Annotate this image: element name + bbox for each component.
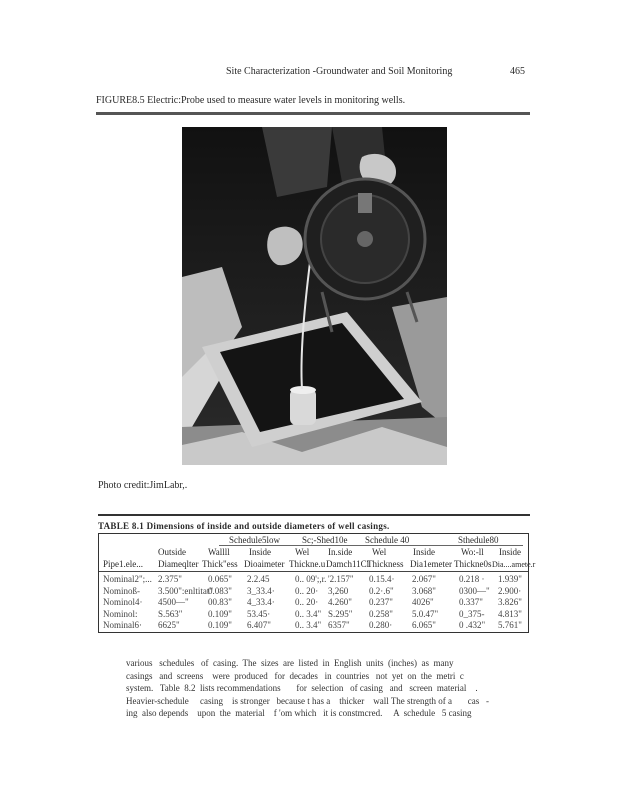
table-cell: 1.939" (498, 574, 522, 584)
group-header-schedule80: Sthedule80 (458, 535, 499, 545)
body-paragraph (126, 657, 528, 720)
col-header-wall-s10: Wel (295, 547, 310, 557)
header-body-rule (99, 571, 528, 572)
table-cell: S.563" (158, 608, 183, 619)
table-cell: 3.826" (498, 597, 522, 607)
table-cell: 3.068" (412, 585, 436, 596)
col-header-thickness-s80: Thickne0s (454, 559, 492, 569)
table-cell: 53.45· (247, 608, 271, 619)
col-header-pipe-size: Pipe1.ele... (103, 559, 143, 569)
table-cell: 4.813" (498, 608, 522, 619)
page-number: 465 (510, 66, 525, 77)
dimensions-table (98, 533, 536, 633)
col-header-thickness-s40: Thickness (367, 559, 404, 569)
col-header-outside: Outside (158, 547, 186, 557)
table-cell: 0_375- (459, 608, 485, 619)
table-cell: 4026" (412, 597, 434, 607)
group-header-schedule5: Schedule5low (229, 535, 280, 545)
table-cell: 6625" (158, 620, 180, 630)
col-header-diameter-s10: Damch11Cl (326, 559, 370, 569)
figure-photo (182, 127, 447, 465)
caption-rule (96, 112, 530, 115)
table-cell: 5.761" (498, 620, 522, 630)
table-cell: 2.375" (158, 574, 182, 584)
table-cell: 3.500":enltitat" (158, 585, 214, 596)
col-header-inside-s5: Inside (249, 547, 271, 557)
group-header-rule (219, 545, 523, 546)
table-cell: 3,260 (328, 585, 349, 596)
table-cell: 0.. 09';,r. (295, 574, 327, 584)
table-cell: 6357" (328, 620, 350, 630)
table-title: TABLE 8.1 Dimensions of inside and outside diameters of well casings. (98, 521, 390, 531)
table-cell: 0.280· (369, 620, 393, 630)
table-cell: 0.109" (208, 620, 232, 630)
table-cell: 00.83" (208, 597, 232, 607)
row-pipe-size: Nominal6· (103, 620, 142, 630)
row-pipe-size: Nominoß- (103, 585, 140, 596)
table-cell: 0.. 20· (295, 585, 319, 596)
table-cell: 0.2·.6" (369, 585, 394, 596)
group-header-schedule10: Sc;-Shed10e (302, 535, 348, 545)
row-pipe-size: Nominol4· (103, 597, 143, 607)
table-cell: 4500—" (158, 597, 189, 607)
col-header-wall-s40: Wel (372, 547, 387, 557)
row-pipe-size: Nominol: (103, 608, 138, 619)
body-line: system. Table 8.2 lists recommendations for selection of casing and screen material . (126, 683, 478, 694)
body-line: ing also depends upon the material f 'om which it is constmcred. A schedule 5 casing (126, 708, 472, 719)
col-header-diameter: Diameqlter (158, 559, 199, 569)
col-header-diameter-s5: Dioaimeter (244, 559, 285, 569)
running-title: Site Characterization -Groundwater and Soil Monitoring (226, 66, 453, 77)
table-cell: 2.900· (498, 585, 522, 596)
table-cell: 0.. 3.4" (295, 608, 322, 619)
table-cell: 3_33.4· (247, 585, 275, 596)
table-cell: 0.. 3.4" (295, 620, 322, 630)
table-cell: 0.083" (208, 585, 232, 596)
table-cell: 0.15.4· (369, 574, 395, 584)
table-cell: 4_33.4· (247, 597, 275, 607)
col-header-inside-s10: In.side (328, 547, 353, 557)
table-cell: 2.067" (412, 574, 436, 584)
body-line: Heavier-schedule casing is stronger because t has a thicker wall The strength of a cas - (126, 695, 490, 706)
table-cell: '2.157" (328, 574, 354, 584)
row-pipe-size: Nominal2";... (103, 574, 152, 584)
col-header-diameter-s40: Dia1emeter (410, 559, 452, 569)
table-cell: 0 .432" (459, 620, 486, 630)
col-header-inside-s40: Inside (413, 547, 435, 557)
table-cell: 0300—" (459, 585, 490, 596)
col-header-wall-s5: Wallll (208, 547, 230, 557)
table-cell: S.295" (328, 608, 353, 619)
table-cell: 0.. 20· (295, 597, 319, 607)
table-top-rule (98, 514, 530, 516)
table-cell: 6.065" (412, 620, 436, 630)
figure-caption: FIGURE8.5 Electric:Probe used to measure water levels in monitoring wells. (96, 95, 406, 106)
table-cell: 0.237" (369, 597, 393, 607)
col-header-thickness-s5: Thick"ess (202, 559, 238, 569)
table-cell: 4.260" (328, 597, 352, 607)
col-header-inside-s80: Inside (499, 547, 521, 557)
table-cell: 0.109" (208, 608, 232, 619)
table-cell: 0.258" (369, 608, 393, 619)
photo-credit: Photo credit:JimLabr,. (98, 480, 188, 491)
running-header (226, 66, 525, 77)
table-cell: 6.407" (247, 620, 271, 630)
body-line: various schedules of casing. The sizes are listed in English units (inches) as many (126, 658, 454, 668)
col-header-diameter-s80: Dia....amete.r (492, 560, 536, 569)
group-header-schedule40: Schedule 40 (365, 535, 410, 545)
table-cell: 0.218 · (459, 574, 485, 584)
table-cell: 2.2.45 (247, 574, 270, 584)
col-header-wall-s80: Wo:-ll (461, 547, 484, 557)
table-cell: 0.337" (459, 597, 483, 607)
col-header-thickness-s10: Thickne.u (289, 559, 326, 569)
table-cell: 0.065" (208, 574, 232, 584)
body-line: casings and screens were produced for decades in countries not yet on the metri c (126, 670, 464, 681)
table-cell: 5.0.47" (412, 608, 439, 619)
